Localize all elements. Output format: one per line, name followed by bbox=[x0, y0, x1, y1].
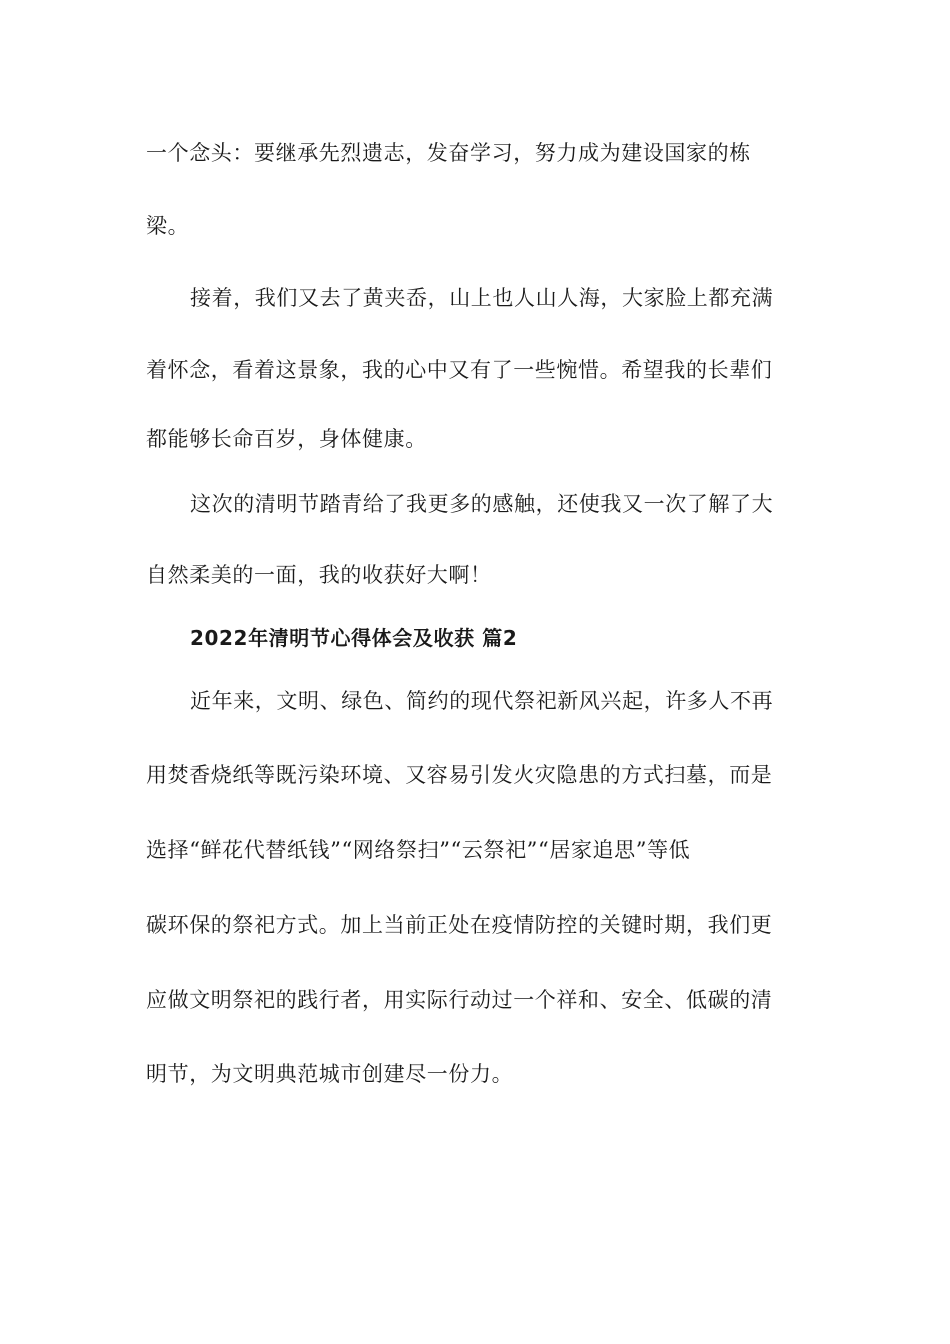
paragraph-2-line-1: 接着，我们又去了黄夹岙，山上也人山人海，大家脸上都充满 bbox=[190, 286, 774, 310]
paragraph-4-line-2: 用焚香烧纸等既污染环境、又容易引发火灾隐患的方式扫墓，而是 bbox=[146, 763, 773, 787]
section-heading: 2022年清明节心得体会及收获 篇2 bbox=[190, 626, 518, 650]
paragraph-4-line-1: 近年来，文明、绿色、简约的现代祭祀新风兴起，许多人不再 bbox=[190, 689, 774, 713]
paragraph-1-line-1: 一个念头：要继承先烈遗志，发奋学习，努力成为建设国家的栋 bbox=[146, 141, 751, 165]
paragraph-4-line-3: 选择“鲜花代替纸钱”“网络祭扫”“云祭祀”“居家追思”等低 bbox=[146, 838, 691, 862]
paragraph-3-line-2: 自然柔美的一面，我的收获好大啊！ bbox=[146, 563, 492, 587]
paragraph-3-line-1: 这次的清明节踏青给了我更多的感触，还使我又一次了解了大 bbox=[190, 492, 774, 516]
paragraph-1-line-2: 梁。 bbox=[146, 214, 190, 238]
paragraph-4-line-5: 应做文明祭祀的践行者，用实际行动过一个祥和、安全、低碳的清 bbox=[146, 988, 773, 1012]
paragraph-2-line-3: 都能够长命百岁，身体健康。 bbox=[146, 427, 427, 451]
paragraph-4-line-4: 碳环保的祭祀方式。加上当前正处在疫情防控的关键时期，我们更 bbox=[146, 913, 773, 937]
paragraph-4-line-6: 明节，为文明典范城市创建尽一份力。 bbox=[146, 1062, 514, 1086]
paragraph-2-line-2: 着怀念，看着这景象，我的心中又有了一些惋惜。希望我的长辈们 bbox=[146, 358, 773, 382]
